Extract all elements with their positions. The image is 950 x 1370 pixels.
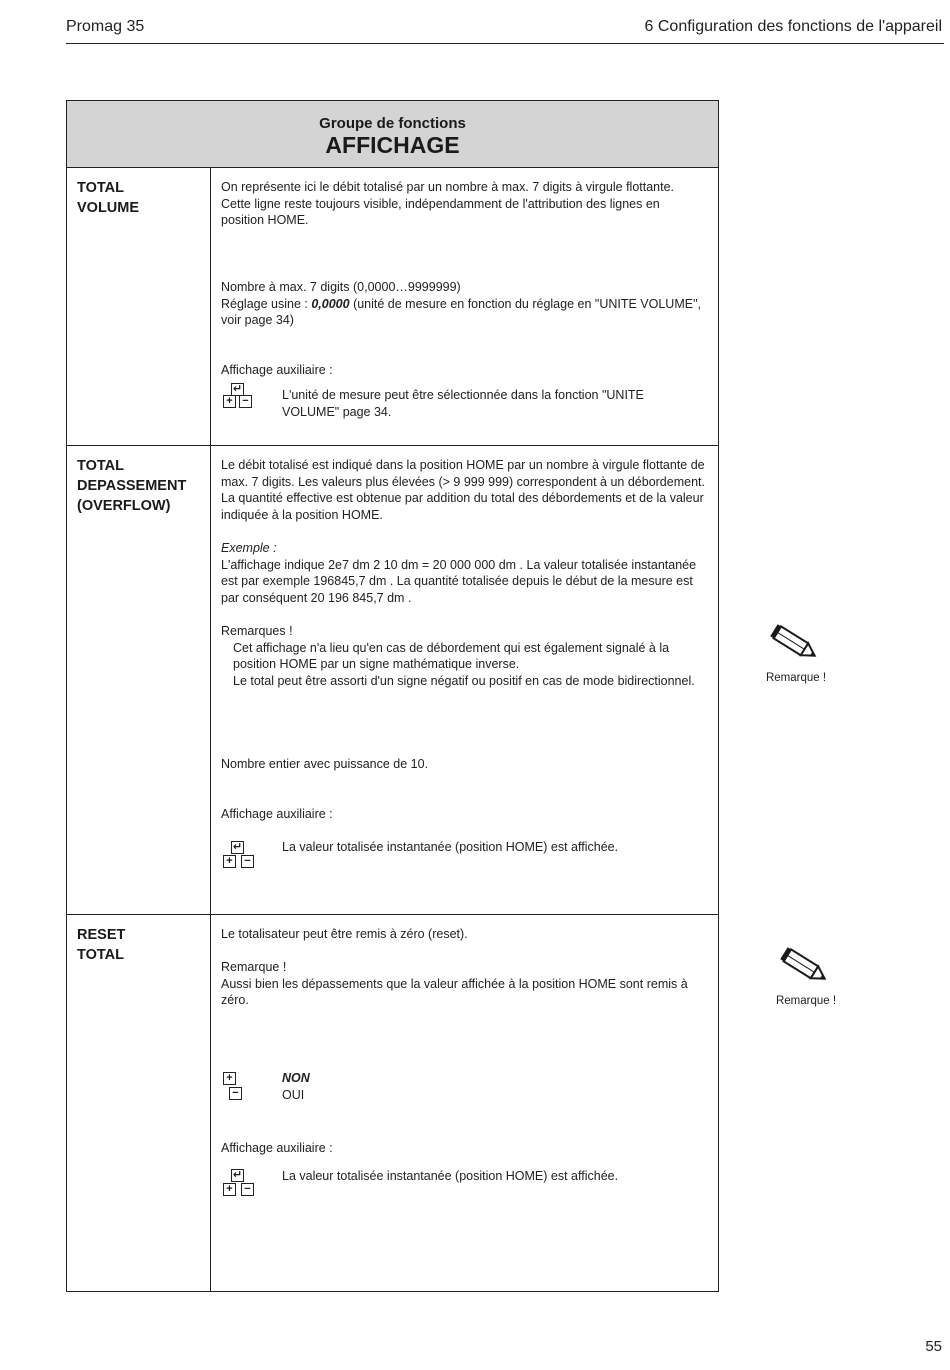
document-name: Promag 35	[66, 18, 145, 35]
function-name-total-volume	[77, 178, 139, 218]
aux-display-text: La valeur totalisée instantanée (position HOME) est affichée.	[282, 1169, 619, 1183]
remark-label: Remarque !	[221, 960, 287, 974]
plus-minus-keys-icon	[222, 1071, 262, 1105]
enter-key-icon: ↵	[232, 841, 243, 853]
factory-setting-value: 0,0000	[311, 296, 350, 311]
function-name-line: TOTAL	[77, 458, 124, 474]
page-number: 55	[925, 1338, 942, 1355]
option-list	[282, 1070, 702, 1103]
plus-key-icon: +	[223, 1072, 236, 1085]
remark-text: Aussi bien les dépassements que la valeur affichée à la position HOME sont remis à zéro.	[221, 976, 688, 1008]
group-header	[67, 101, 718, 168]
keypad-icon	[222, 1169, 262, 1203]
function-table	[66, 100, 719, 1292]
value-range	[221, 279, 706, 329]
description-text: Le débit totalisé est indiqué dans la position HOME par un nombre à virgule flottante de max. 7 digits. Les valeurs plus élevées (> 9 999 999) correspondent à un débordement. La quantité effective est obtenue par addition du total des débordements et de la valeur indiquée à la position HOME.	[221, 458, 705, 523]
group-subtitle: Groupe de fonctions	[319, 115, 466, 132]
description	[221, 457, 706, 524]
function-name-line: TOTAL	[77, 180, 124, 196]
factory-setting-note: (unité de mesure en fonction du réglage en "UNITE VOLUME", voir page 34)	[221, 296, 701, 328]
range-text: Nombre à max. 7 digits (0,0000…9999999)	[221, 280, 461, 294]
minus-key-icon: −	[241, 855, 254, 868]
plus-key-icon: +	[223, 855, 236, 868]
option-item: OUI	[282, 1087, 305, 1102]
row-divider	[67, 445, 718, 446]
value-range: Nombre entier avec puissance de 10.	[221, 757, 429, 771]
minus-key-icon: −	[241, 1183, 254, 1196]
function-name-line: (OVERFLOW)	[77, 498, 171, 514]
group-title: AFFICHAGE	[325, 132, 460, 158]
option-default: NON	[282, 1071, 310, 1085]
enter-key-icon: ↵	[232, 383, 243, 395]
plus-key-icon: +	[223, 395, 236, 408]
remark	[221, 959, 706, 1009]
pencil-icon	[768, 622, 824, 666]
plus-key-icon: +	[223, 1183, 236, 1196]
function-name-line: DEPASSEMENT	[77, 478, 187, 494]
remark-note	[761, 945, 851, 1007]
function-name-total-overflow	[77, 456, 186, 516]
factory-setting	[221, 296, 706, 329]
header-rule	[66, 43, 944, 44]
function-name-line: RESET	[77, 927, 126, 943]
example	[221, 540, 706, 607]
description-text: On représente ici le débit totalisé par un nombre à max. 7 digits à virgule flottante. Cette ligne reste toujours visible, indépendamment de l'attribution des lignes en position HOME.	[221, 180, 675, 228]
remark-note-label: Remarque !	[765, 672, 827, 684]
minus-key-icon: −	[229, 1087, 242, 1100]
description: Le totalisateur peut être remis à zéro (reset).	[221, 927, 468, 941]
row-divider	[67, 914, 718, 915]
example-label: Exemple :	[221, 541, 277, 555]
keypad-icon	[222, 383, 262, 417]
enter-key-icon: ↵	[232, 1169, 243, 1181]
function-name-reset-total	[77, 925, 125, 965]
remark-note	[751, 622, 841, 684]
keypad-icon	[222, 841, 262, 875]
column-divider	[210, 167, 211, 1291]
minus-key-icon: −	[239, 395, 252, 408]
remark-item: Le total peut être assorti d'un signe négatif ou positif en cas de mode bidirectionnel.	[233, 674, 695, 689]
aux-display-label: Affichage auxiliaire :	[221, 363, 333, 377]
aux-display-text: L'unité de mesure peut être sélectionnée dans la fonction "UNITE VOLUME" page 34.	[282, 388, 644, 419]
remarks	[221, 623, 706, 690]
example-text: L'affichage indique 2e7 dm 2 10 dm = 20 000 000 dm . La valeur totalisée instantanée est par exemple 196845,7 dm . La quantité totalisée depuis le début de la mesure est par conséquent 20 196 845,7 dm .	[221, 557, 697, 606]
remark-note-label: Remarque !	[775, 995, 837, 1007]
aux-display-label: Affichage auxiliaire :	[221, 1141, 333, 1155]
chapter-title: 6 Configuration des fonctions de l'appareil	[644, 18, 942, 35]
function-name-line: VOLUME	[77, 200, 140, 216]
aux-display-text: La valeur totalisée instantanée (position HOME) est affichée.	[282, 840, 619, 854]
remarks-label: Remarques !	[221, 624, 293, 638]
aux-display-label: Affichage auxiliaire :	[221, 807, 333, 821]
function-name-line: TOTAL	[77, 947, 124, 963]
factory-setting-label: Réglage usine :	[221, 296, 312, 311]
pencil-icon	[778, 945, 834, 989]
remark-item: Cet affichage n'a lieu qu'en cas de débordement qui est également signalé à la position HOME par un signe mathématique inverse.	[233, 640, 670, 672]
description	[221, 179, 706, 229]
